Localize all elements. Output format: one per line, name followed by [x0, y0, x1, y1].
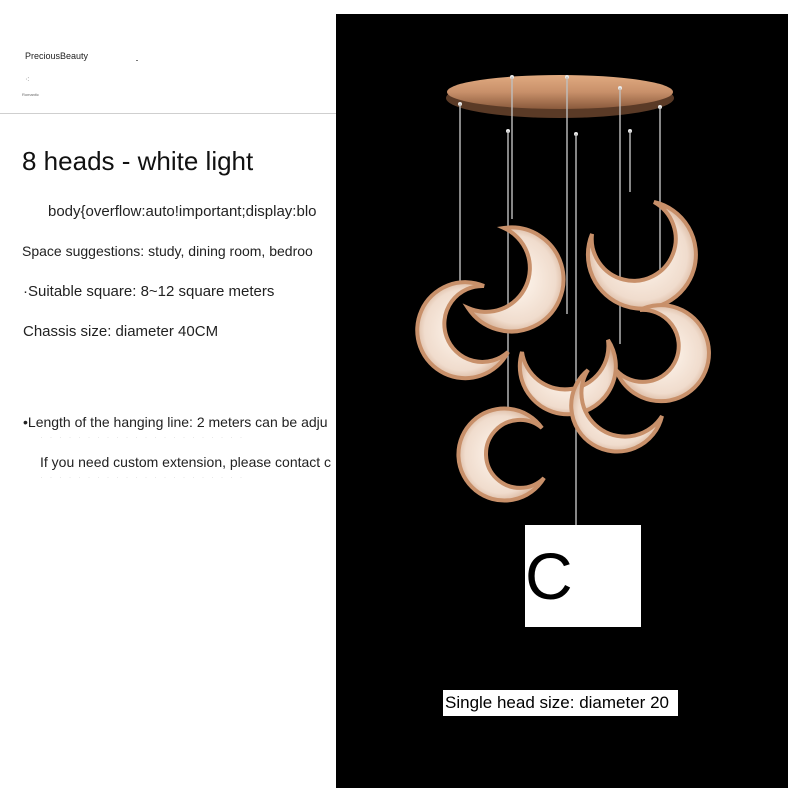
brand-name: PreciousBeauty [25, 51, 89, 61]
chandelier-illustration [336, 14, 788, 788]
moon-head [588, 202, 696, 309]
moon-head [520, 340, 616, 414]
custom-extension-text: If you need custom extension, please contact c [40, 454, 332, 470]
suitable-square-text: ·Suitable square: 8~12 square meters [23, 283, 275, 300]
moon-head [458, 409, 544, 501]
letter-label: C [525, 539, 573, 613]
brand-dot [136, 60, 138, 61]
product-title: 8 heads - white light [22, 146, 254, 176]
hanging-line-text: •Length of the hanging line: 2 meters can be adju [23, 414, 328, 430]
canopy-plate [447, 75, 673, 109]
moon-heads [417, 202, 709, 501]
chassis-size-text: Chassis size: diameter 40CM [23, 323, 219, 340]
brand-tagline: Romantic [22, 92, 39, 97]
moon-head [616, 305, 709, 401]
chandelier-photo [336, 14, 788, 788]
header-divider [0, 113, 340, 114]
stray-code-text: body{overflow:auto!important;display:blo [48, 203, 317, 220]
faint-text-row: · · · · · · · · · · · · · · · · · · · · · · [40, 432, 245, 442]
faint-text-row: · · · · · · · · · · · · · · · · · · · · · · [40, 472, 245, 482]
single-head-size-label: Single head size: diameter 20 [443, 690, 678, 716]
moon-head [468, 227, 563, 331]
brand-logo-icon: ⁖ [25, 75, 30, 84]
space-suggestions-text: Space suggestions: study, dining room, bedroo [22, 243, 313, 259]
letter-label-box [525, 525, 641, 627]
